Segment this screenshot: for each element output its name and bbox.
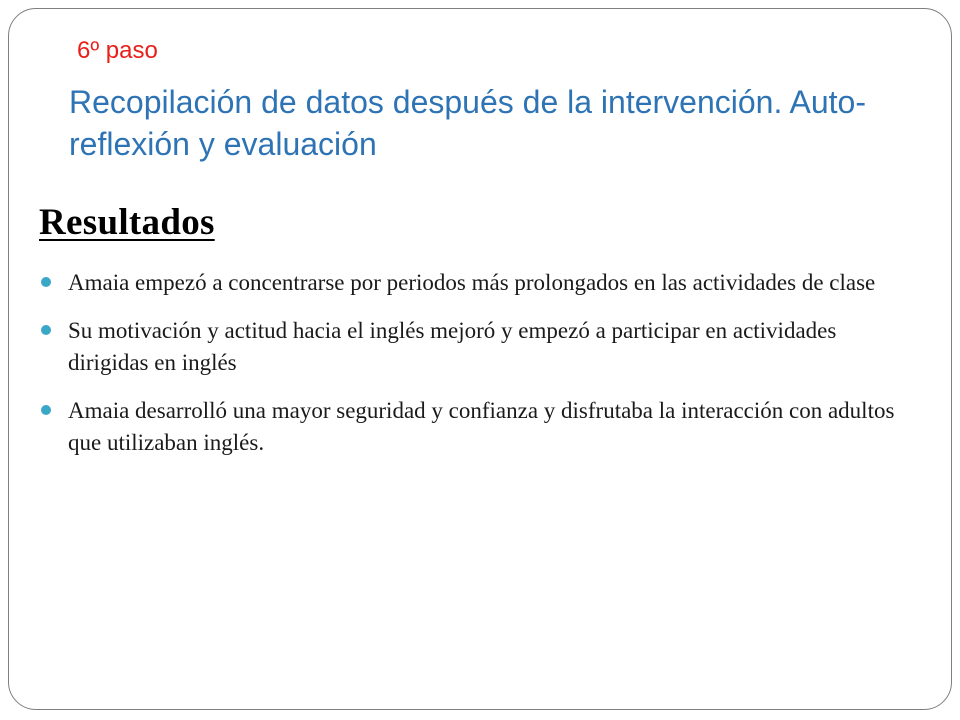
bullet-item xyxy=(39,395,919,459)
step-label: 6º paso xyxy=(77,37,158,64)
bullet-dot-icon xyxy=(41,277,51,287)
bullet-dot-icon xyxy=(41,405,51,415)
bullet-dot-icon xyxy=(41,325,51,335)
slide-title: Recopilación de datos después de la intervención. Auto-reflexión y evaluación xyxy=(69,84,866,162)
slide-frame xyxy=(8,8,952,710)
bullet-item xyxy=(39,267,919,299)
bullet-item xyxy=(39,315,919,379)
results-bullet-list xyxy=(39,267,919,475)
bullet-text: Amaia empezó a concentrarse por periodos más prolongados en las actividades de clase xyxy=(68,270,876,295)
section-heading: Resultados xyxy=(39,202,215,243)
bullet-text: Su motivación y actitud hacia el inglés mejoró y empezó a participar en actividades dirigidas en inglés xyxy=(68,318,837,375)
bullet-text: Amaia desarrolló una mayor seguridad y confianza y disfrutaba la interacción con adultos que utilizaban inglés. xyxy=(68,398,895,455)
